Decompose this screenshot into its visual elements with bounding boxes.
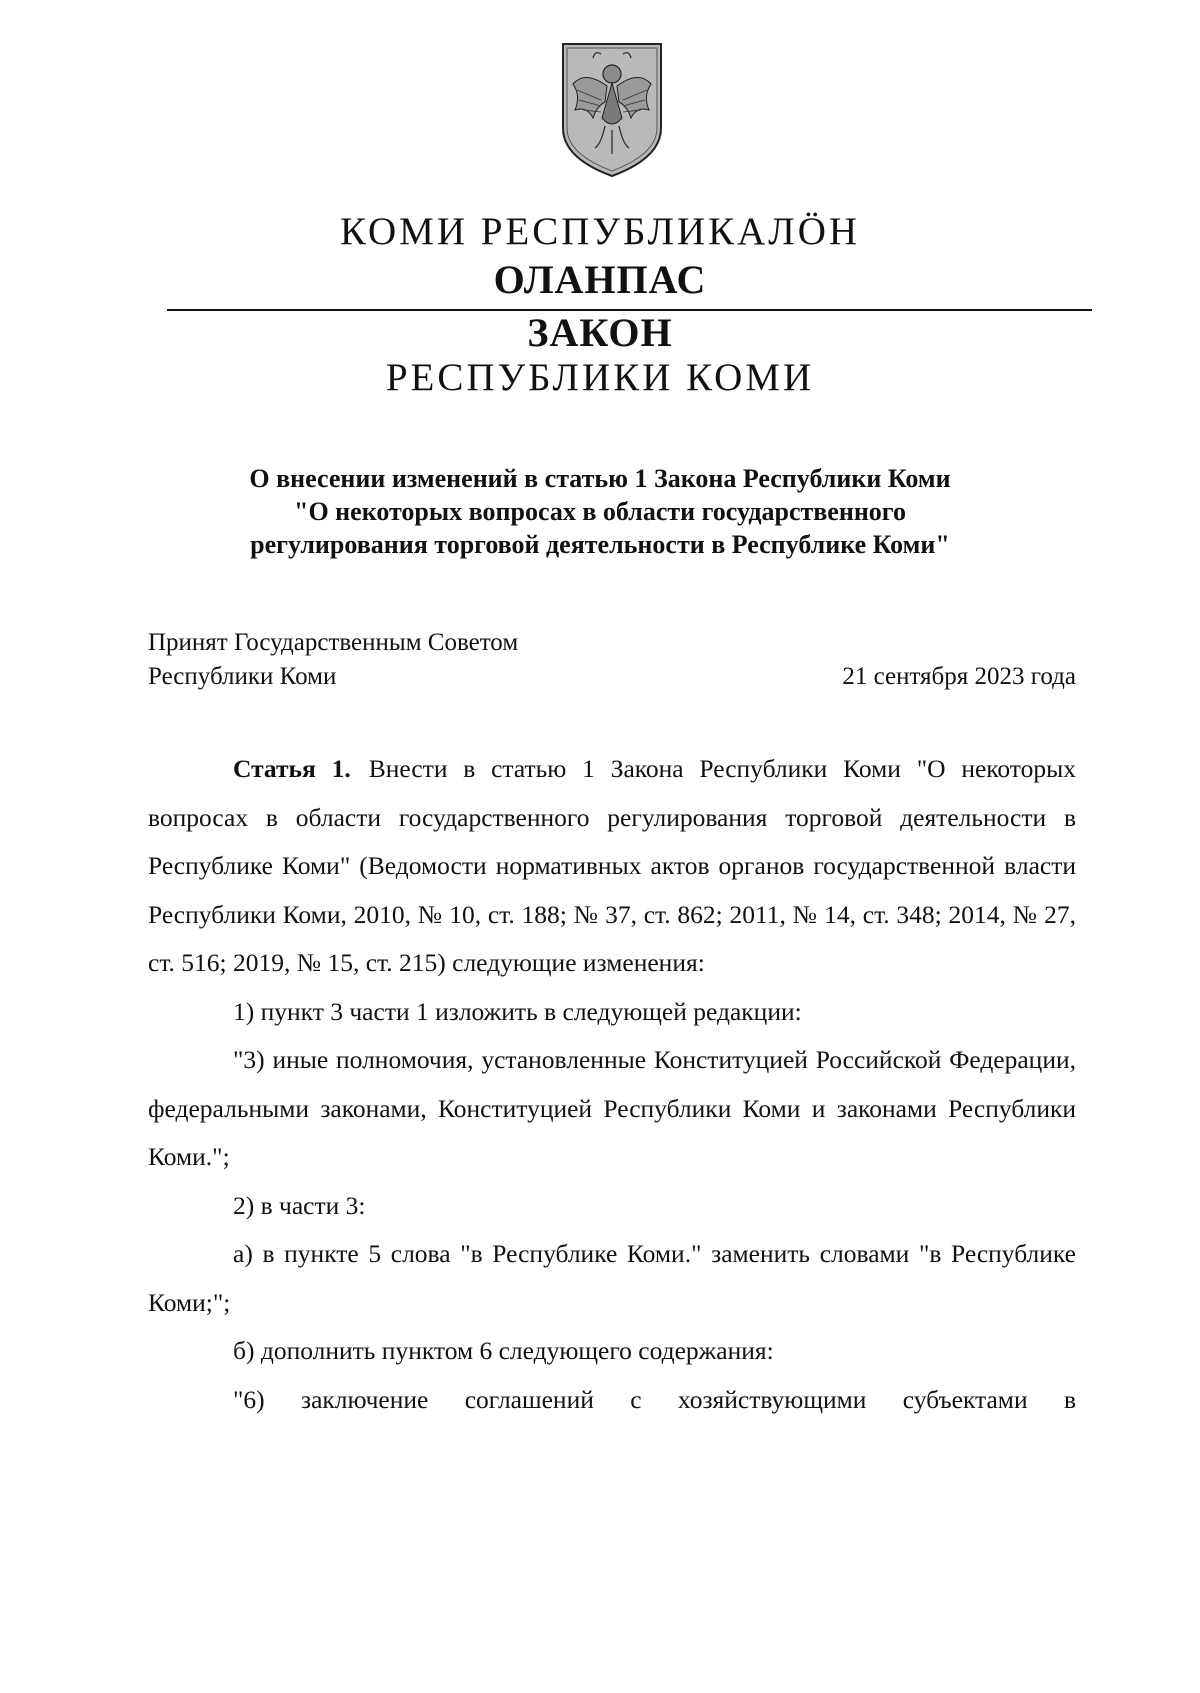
- document-title: [150, 462, 1050, 561]
- article-label: Статья 1.: [233, 754, 351, 783]
- header-olanpas: ОЛАНПАС: [493, 257, 707, 302]
- adoption-date: 21 сентября 2023 года: [842, 663, 1076, 690]
- article-item-2b: б) дополнить пунктом 6 следующего содержания:: [233, 1336, 774, 1365]
- title-line-3: регулирования торговой деятельности в Республике Коми": [250, 530, 950, 559]
- header-komi-line: КОМИ РЕСПУБЛИКАЛӦН: [339, 210, 861, 253]
- article-item-2a: а) в пункте 5 слова "в Республике Коми." заменить словами "в Республике Коми;";: [148, 1239, 1076, 1317]
- adoption-line-2: Республики Коми: [148, 663, 337, 690]
- title-line-1: О внесении изменений в статью 1 Закона Республики Коми: [249, 464, 951, 493]
- article-item-1: 1) пункт 3 части 1 изложить в следующей редакции:: [233, 996, 802, 1026]
- adoption-block: [148, 626, 518, 694]
- article-item-2b-text: "6) заключение соглашений с хозяйствующими субъектами в: [233, 1384, 1076, 1414]
- coat-of-arms-icon: [557, 40, 667, 180]
- article-item-1-text: "3) иные полномочия, установленные Конституцией Российской Федерации, федеральными законами, Конституцией Республики Коми и законами Республики Коми.";: [148, 1045, 1076, 1171]
- article-intro-text: Внести в статью 1 Закона Республики Коми "О некоторых вопросах в области государственного регулирования торговой деятельности в Республике Коми" (Ведомости нормативных актов органов государственной власти Республики Коми, 2010, № 10, ст. 188; № 37, ст. 862; 2011, № 14, ст. 348; 2014, № 27, ст. 516; 2019, № 15, ст. 215) следующие изменения:: [148, 754, 1076, 977]
- header-zakon: ЗАКОН: [527, 310, 673, 355]
- adoption-line-1: Принят Государственным Советом: [148, 629, 519, 656]
- article-body: [148, 745, 1076, 1424]
- title-line-2: "О некоторых вопросах в области государственного: [294, 497, 906, 526]
- header-respubliki-komi: РЕСПУБЛИКИ КОМИ: [385, 356, 815, 399]
- article-item-2: 2) в части 3:: [233, 1190, 366, 1220]
- article-intro-paragraph: [148, 745, 1076, 988]
